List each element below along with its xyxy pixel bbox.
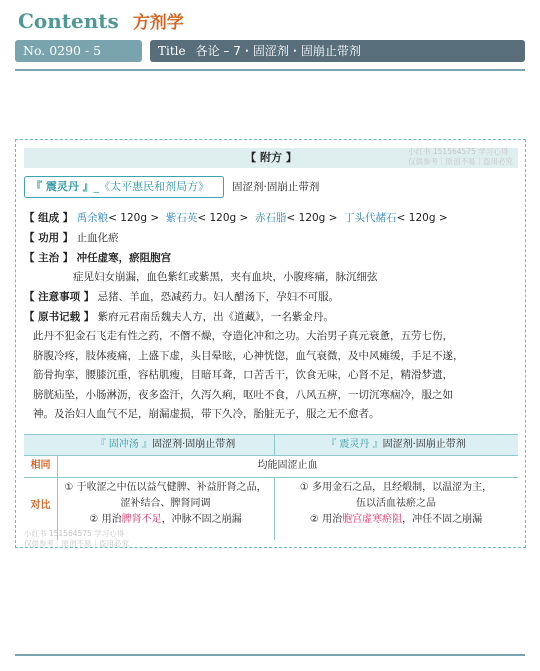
herb-dose: < 120g > — [396, 212, 448, 224]
section-heading: 【 附方 】 — [24, 148, 518, 168]
herb-name: 禹余粮 — [76, 212, 109, 224]
record-body-line: 神。及治妇人血气不足，崩漏虚损，带下久冷，胎脏无子，服之无不愈者。 — [33, 408, 380, 420]
indication-text: 冲任虚寒，瘀阻胞宫 — [76, 252, 172, 264]
row-divider — [24, 477, 518, 478]
record-body-line: 筋骨拘挛，腰膝沉重，容枯肌瘦，目暗耳聋，口苦舌干，饮食无味，心肾不足，精滑梦遗， — [33, 369, 453, 381]
header-title-en: Contents — [18, 9, 119, 33]
column-divider — [274, 477, 275, 540]
header-title-cn: 方剂学 — [132, 13, 184, 33]
formula-card — [15, 139, 526, 548]
compare-col1-diff: ① 于收涩之中伍以益气健脾、补益肝肾之品， 涩补结合、脾肾同调 ② 用治脾肾不足，冲脉不固之崩漏 — [64, 482, 267, 525]
same-label: 相同 — [30, 460, 51, 471]
record-body-line: 膀胱疝坠，小肠淋沥，夜多盗汗，久泻久痢，呕吐不食，八风五痹，一切沉寒痼冷，服之如 — [33, 388, 453, 401]
caution-text: 忌猪、羊血，恐减药力。妇人醋汤下，孕妇不可服。 — [97, 291, 340, 303]
function-label: 【 功用 】 — [24, 232, 74, 244]
herb-name: 赤石脂 — [255, 212, 287, 224]
herb-name: 紫石英 — [165, 212, 198, 224]
composition-label: 【 组成 】 — [24, 212, 74, 224]
indication-detail: 症见妇女崩漏，血色紫红或紫黑，夹有血块，小腹疼痛，脉沉细弦 — [73, 271, 378, 283]
footer-divider — [15, 654, 525, 656]
herb-name: 丁头代赭石 — [344, 212, 397, 224]
formula-category: 固涩剂·固崩止带剂 — [232, 181, 320, 193]
formula-name: 『 震灵丹 』 — [31, 180, 94, 193]
column-divider — [57, 455, 58, 540]
watermark-bottom: 小红书 151564575 学习心得 仅供参考｜原创不易｜盗用必究 — [24, 529, 129, 548]
title-text: 各论 – 7・固涩剂・固崩止带剂 — [195, 44, 361, 58]
compare-col2-header: 『 震灵丹 』固涩剂·固崩止带剂 — [326, 439, 466, 450]
record-line — [24, 308, 334, 327]
page-header — [18, 8, 184, 38]
record-body — [33, 327, 517, 425]
caution-label: 【 注意事项 】 — [24, 291, 95, 303]
formula-source: _《太平惠民和剂局方》 — [93, 180, 210, 193]
composition-line — [24, 209, 448, 228]
indication-line — [24, 249, 171, 268]
herb-dose: < 120g > — [286, 212, 338, 224]
herb-dose: < 120g > — [108, 212, 160, 224]
compare-col1-header: 『 固冲汤 』固涩剂·固崩止带剂 — [95, 439, 236, 450]
watermark-top: 小红书 151564575 学习心得 仅供参考｜原创不易｜盗用必究 — [408, 147, 513, 166]
herb-dose: < 120g > — [197, 212, 249, 224]
function-text: 止血化瘀 — [76, 232, 119, 244]
title-bar — [150, 40, 525, 62]
number-bar: No. 0290 - 5 — [15, 40, 142, 62]
same-text: 均能固涩止血 — [257, 460, 318, 471]
function-line — [24, 229, 119, 248]
title-label: Title — [158, 44, 186, 58]
caution-line — [24, 288, 339, 307]
record-text: 紫府元君南岳魏夫人方，出《道藏》，一名紫金丹。 — [97, 311, 334, 323]
diff-label: 对比 — [30, 500, 51, 511]
indication-label: 【 主治 】 — [24, 252, 74, 264]
compare-col2-diff: ① 多用金石之品，且经煅制，以温涩为主， 伍以活血祛瘀之品 ② 用治胞宫虚寒瘀阻，冲任不固之崩漏 — [299, 482, 493, 525]
record-label: 【 原书记载 】 — [24, 311, 95, 323]
header-divider — [15, 69, 525, 71]
column-divider — [274, 434, 275, 455]
record-body-line: 脐腹冷疼，肢体痠痛，上盛下虚，头目晕眩，心神恍惚，血气衰微，及中风瘫缓，手足不遂， — [33, 349, 464, 362]
formula-title-box — [24, 176, 224, 198]
record-body-line: 此丹不犯金石飞走有性之药，不僭不燥，夺造化冲和之功。大治男子真元衰惫，五劳七伤， — [33, 330, 453, 342]
comparison-table — [24, 434, 518, 540]
